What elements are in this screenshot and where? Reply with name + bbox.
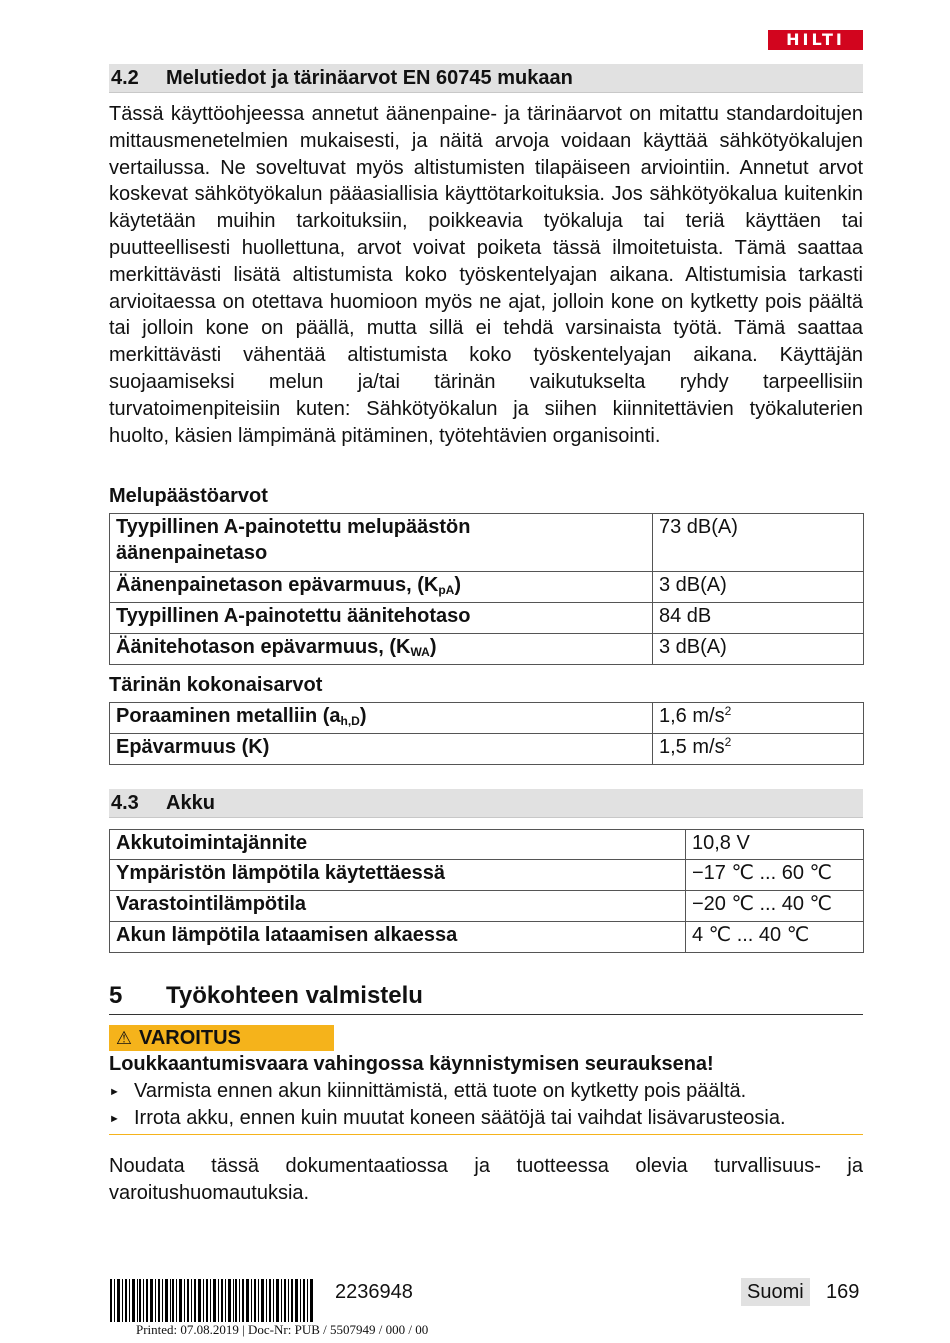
table-cell-label: Tyypillinen A-painotettu äänitehotaso — [110, 603, 653, 634]
table-cell-value: 73 dB(A) — [653, 514, 864, 572]
section-title: Akku — [166, 792, 215, 814]
table-row — [110, 634, 864, 665]
warning-title: Loukkaantumisvaara vahingossa käynnistymisen seurauksena! — [109, 1053, 714, 1075]
table-cell-label: Poraaminen metalliin $(a_{h,D})$ — [110, 703, 653, 734]
table-cell-label: Äänitehotason epävarmuus, $(K_{WA})$ — [110, 634, 653, 665]
table-cell-label: Äänenpainetason epävarmuus, $(K_{pA})$ — [110, 572, 653, 603]
table-cell-value: 10,8 V — [686, 830, 864, 860]
table-cell-label: Tyypillinen A-painotettu melupäästön äänenpainetaso — [110, 514, 653, 572]
battery-table — [109, 829, 864, 953]
table-cell-value: 3 dB(A) — [653, 634, 864, 665]
section-heading-4-3 — [109, 789, 863, 818]
noise-values-heading: Melupäästöarvot — [109, 485, 268, 507]
print-info: Printed: 07.08.2019 | Doc-Nr: PUB / 5507949 / 000 / 00 — [136, 1322, 429, 1337]
table-row — [110, 514, 864, 572]
table-row — [110, 830, 864, 860]
bullet-text: Irrota akku, ennen kuin muutat koneen säätöjä tai vaihdat lisävarusteosia. — [134, 1107, 786, 1129]
table-cell-value: −17 ℃ ... 60 ℃ — [686, 860, 864, 891]
table-cell-label: Ympäristön lämpötila käytettäessä — [110, 860, 686, 891]
table-cell-value: 3 dB(A) — [653, 572, 864, 603]
table-cell-label: Varastointilämpötila — [110, 891, 686, 922]
warning-badge — [109, 1025, 334, 1051]
table-row — [110, 603, 864, 634]
table-cell-label: Epävarmuus (K) — [110, 734, 653, 765]
table-row — [110, 860, 864, 891]
table-row — [110, 734, 864, 765]
table-cell-label: Akun lämpötila lataamisen alkaessa — [110, 922, 686, 953]
section-number: 4.2 — [111, 67, 139, 89]
table-row — [110, 572, 864, 603]
document-number: 2236948 — [335, 1281, 413, 1303]
hilti-logo: HILTI — [768, 30, 863, 50]
language-label: Suomi — [741, 1278, 810, 1306]
bullet-text: Varmista ennen akun kiinnittämistä, että tuote on kytketty pois päältä. — [134, 1080, 747, 1102]
chapter-title: Työkohteen valmistelu — [166, 982, 423, 1009]
chapter-heading-5 — [109, 980, 863, 1015]
safety-note-paragraph: Noudata tässä dokumentaatiossa ja tuotteessa olevia turvallisuus- ja varoitushuomautuksia. — [109, 1155, 863, 1204]
bullet-arrow-icon: ► — [109, 1113, 120, 1125]
table-row — [110, 703, 864, 734]
noise-vibration-paragraph: Tässä käyttöohjeessa annetut äänenpaine- ja tärinäarvot on mitattu standardoitujen mittausmenetelmien mukaisesti, ja näitä arvoja voidaan käyttää sähkötyökalujen vertailussa. Ne soveltuvat myös altistumisten tilapäiseen arviointiin. Annetut arvot koskevat sähkötyökalun pääasiallisia käyttötarkoituksia. Jos sähkötyökalua kuitenkin käytetään muihin tarkoituksiin, poikkeavia työkaluja tai teriä käyttäen tai puutteellisesti huollettuna, arvot voivat poiketa tässä ilmoitetuista. Tämä saattaa merkittävästi lisätä altistumista koko työskentelyajan aikana. Altistumisia tarkasti arvioitaessa on otettava huomioon myös ne ajat, jolloin kone on kytketty pois päältä tai jolloin kone on päällä, mutta sillä ei tehdä varsinaista työtä. Tämä saattaa merkittävästi vähentää altistumista koko työskentelyajan aikana. Käyttäjän suojaamiseksi melun ja/tai tärinän vaikutukselta ryhdy tarpeellisiin turvatoimenpiteisiin kuten: Sähkötyökalun ja siihen kiinnitettävien työkaluterien huolto, käsien lämpimänä pitäminen, työtehtävien organisointi. — [109, 103, 863, 447]
section-number: 4.3 — [111, 792, 139, 814]
table-row — [110, 891, 864, 922]
table-row — [110, 922, 864, 953]
table-cell-value: 84 dB — [653, 603, 864, 634]
barcode — [110, 1279, 315, 1322]
page-number: 169 — [826, 1281, 860, 1303]
vibration-values-heading: Tärinän kokonaisarvot — [109, 674, 323, 696]
section-heading-4-2 — [109, 64, 863, 93]
warning-divider — [109, 1134, 863, 1135]
table-cell-label: Akkutoimintajännite — [110, 830, 686, 860]
vibration-values-table — [109, 702, 864, 765]
table-cell-value: 1,6 $m/s^2$ — [653, 703, 864, 734]
list-item — [109, 1078, 863, 1106]
noise-values-table — [109, 513, 864, 665]
table-cell-value: 4 ℃ ... 40 ℃ — [686, 922, 864, 953]
bullet-arrow-icon: ► — [109, 1086, 120, 1098]
table-cell-value: −20 ℃ ... 40 ℃ — [686, 891, 864, 922]
warning-triangle-icon: ⚠ — [115, 1028, 133, 1048]
table-cell-value: 1,5 $m/s^2$ — [653, 734, 864, 765]
section-title: Melutiedot ja tärinäarvot EN 60745 mukaan — [166, 67, 573, 89]
chapter-number: 5 — [109, 982, 123, 1009]
list-item — [109, 1105, 863, 1133]
warning-label: VAROITUS — [139, 1027, 241, 1049]
